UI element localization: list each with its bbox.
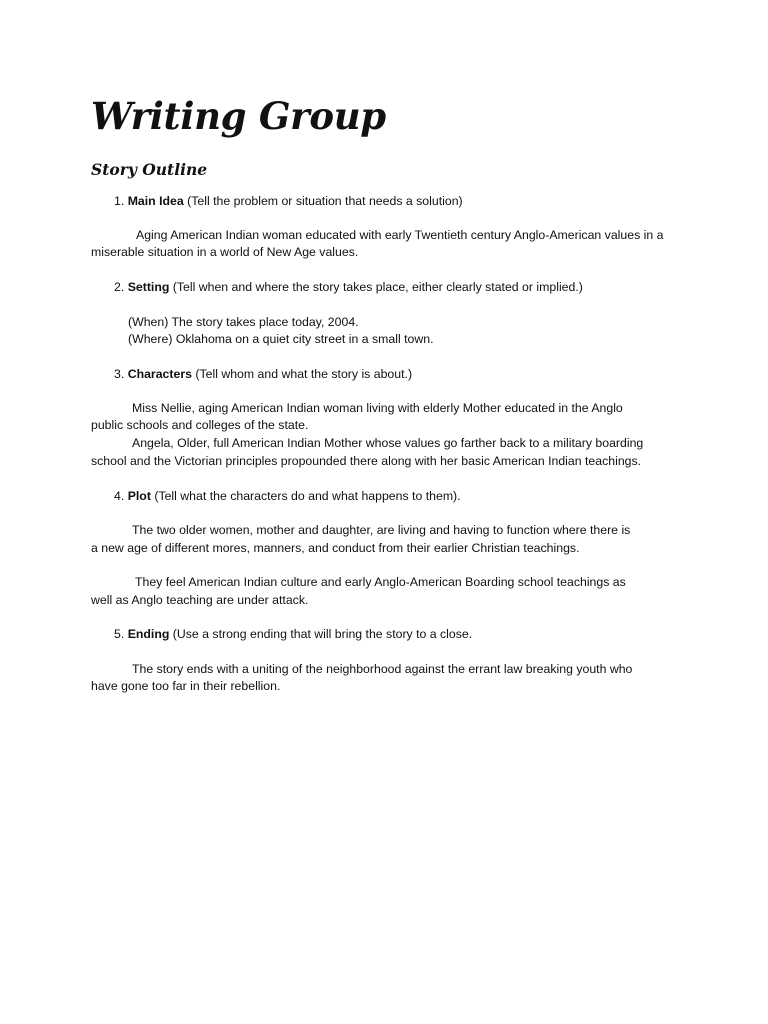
section-heading-label: Setting — [127, 280, 170, 294]
section-prompt: (Tell when and where the story takes place, either clearly stated or implied.) — [172, 280, 583, 294]
section-number: 3. — [114, 367, 125, 381]
section-heading-label: Characters — [127, 367, 192, 381]
section-number: 2. — [114, 280, 125, 294]
section-number: 5. — [114, 627, 125, 641]
section-heading-main-idea — [114, 192, 463, 210]
paragraph-line: The story ends with a uniting of the neighborhood against the errant law breaking youth who — [132, 662, 633, 676]
section-heading-label: Plot — [127, 489, 151, 503]
paragraph-line: The two older women, mother and daughter, are living and having to function where there is — [132, 523, 631, 537]
section-number: 4. — [114, 489, 125, 503]
section-heading-label: Main Idea — [127, 194, 184, 208]
section-prompt: (Tell the problem or situation that needs a solution) — [187, 194, 463, 208]
section-heading-setting — [114, 278, 583, 296]
section-heading-characters — [114, 365, 412, 383]
paragraph-line: school and the Victorian principles propounded there along with her basic American Indian teachings. — [91, 454, 642, 468]
paragraph-line: a new age of different mores, manners, and conduct from their earlier Christian teachings. — [91, 541, 580, 555]
paragraph-line: Miss Nellie, aging American Indian woman living with elderly Mother educated in the Anglo — [132, 401, 623, 415]
page-title: Writing Group — [91, 94, 386, 138]
paragraph-line: They feel American Indian culture and early Anglo-American Boarding school teachings as — [135, 575, 626, 589]
paragraph-line: Aging American Indian woman educated with early Twentieth century Anglo-American values in a — [136, 228, 664, 242]
section-prompt: (Use a strong ending that will bring the story to a close. — [172, 627, 473, 641]
section-heading-label: Ending — [127, 627, 170, 641]
section-heading-plot — [114, 487, 461, 505]
page-subtitle: Story Outline — [91, 160, 208, 179]
paragraph-line: (When) The story takes place today, 2004. — [128, 315, 359, 329]
paragraph-line: (Where) Oklahoma on a quiet city street in a small town. — [128, 332, 434, 346]
paragraph-line: Angela, Older, full American Indian Mother whose values go farther back to a military boarding — [132, 436, 644, 450]
paragraph-line: well as Anglo teaching are under attack. — [91, 593, 309, 607]
paragraph-line: have gone too far in their rebellion. — [91, 679, 281, 693]
paragraph-line: miserable situation in a world of New Age values. — [91, 245, 359, 259]
section-number: 1. — [114, 194, 125, 208]
section-prompt: (Tell whom and what the story is about.) — [195, 367, 413, 381]
section-prompt: (Tell what the characters do and what happens to them). — [154, 489, 461, 503]
section-heading-ending — [114, 625, 472, 643]
paragraph-line: public schools and colleges of the state. — [91, 418, 309, 432]
